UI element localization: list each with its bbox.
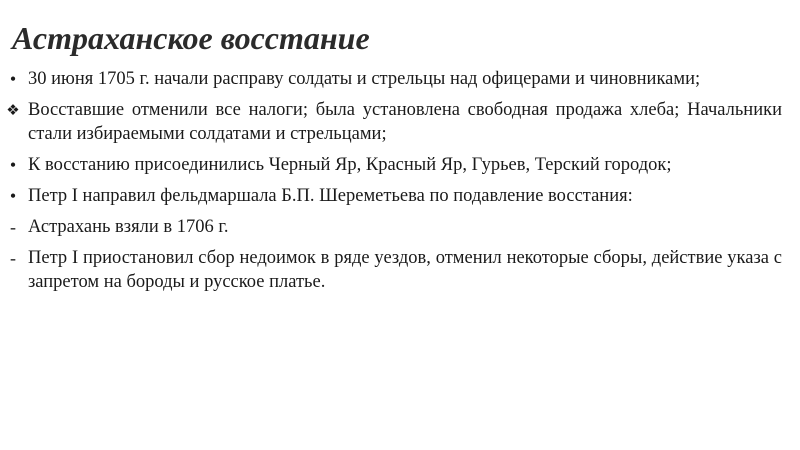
list-item	[0, 98, 800, 146]
list-item-text: Петр I направил фельдмаршала Б.П. Шереметьева по подавление восстания:	[28, 186, 633, 206]
dash-bullet-icon: -	[10, 217, 16, 237]
bullet-dot-icon: •	[9, 186, 17, 206]
bullet-dot-icon: •	[9, 69, 17, 89]
list-item-text: Восставшие отменили все налоги; была установлена свободная продажа хлеба; Начальники стали избираемыми солдатами и стрельцами;	[28, 100, 782, 144]
list-item-text: К восстанию присоединились Черный Яр, Красный Яр, Гурьев, Терский городок;	[28, 155, 672, 175]
bullet-list	[0, 67, 800, 301]
list-item	[0, 246, 800, 294]
slide-title: Астраханское восстание	[12, 20, 370, 56]
list-item-text: Астрахань взяли в 1706 г.	[28, 217, 229, 237]
list-item	[0, 67, 800, 91]
diamond-bullet-icon: ❖	[6, 101, 20, 119]
dash-bullet-icon: -	[10, 248, 16, 268]
list-item	[0, 184, 800, 208]
list-item-text: 30 июня 1705 г. начали расправу солдаты и стрельцы над офицерами и чиновниками;	[28, 69, 701, 89]
list-item-text: Петр I приостановил сбор недоимок в ряде уездов, отменил некоторые сборы, действие указа с запретом на бороды и русское платье.	[28, 248, 782, 292]
list-item	[0, 153, 800, 177]
list-item	[0, 215, 800, 239]
bullet-dot-icon: •	[9, 155, 17, 175]
